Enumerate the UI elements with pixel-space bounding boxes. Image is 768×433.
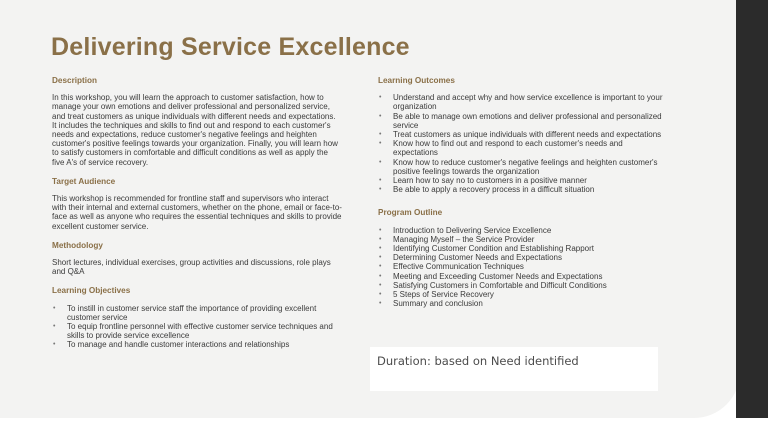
list-item: • Satisfying Customers in Comfortable and Difficult Conditions [378, 281, 668, 290]
list-item: • Be able to apply a recovery process in a difficult situation [378, 185, 668, 194]
left-column [52, 76, 342, 359]
target-audience-heading: Target Audience [52, 176, 116, 186]
list-item: • Be able to manage own emotions and deliver professional and personalized service [378, 112, 668, 130]
list-item: • 5 Steps of Service Recovery [378, 290, 668, 299]
duration-box [370, 347, 658, 391]
program-outline-heading: Program Outline [378, 208, 443, 218]
duration-text: Duration: based on Need identified [377, 354, 579, 368]
learning-outcomes-list [378, 93, 668, 194]
learning-objectives-list [52, 304, 342, 350]
learning-objectives-heading: Learning Objectives [52, 286, 131, 296]
list-item: • Summary and conclusion [378, 299, 668, 308]
list-item: • Learn how to say no to customers in a positive manner [378, 176, 668, 185]
list-item: • To equip frontline personnel with effective customer service techniques and skills to provide service excellence [52, 322, 342, 340]
program-outline-list [378, 226, 668, 309]
list-item: • Identifying Customer Condition and Establishing Rapport [378, 244, 668, 253]
list-item: • Effective Communication Techniques [378, 262, 668, 271]
description-heading: Description [52, 76, 98, 85]
description-text: In this workshop, you will learn the approach to customer satisfaction, how to manage your own emotions and deliver professional and personalized service, and treat customers as unique individuals with different needs and expectations. It includes the techniques and skills to find out and respond to each customer's needs and expectations, reduce customer's negative feelings and heighten customer's positive feelings towards your organization. Finally, you will learn how to satisfy customers in comfortable and difficult conditions as well as apply the five A's of service recovery. [52, 93, 338, 167]
list-item: • Introduction to Delivering Service Excellence [378, 226, 668, 235]
list-item: • Managing Myself – the Service Provider [378, 235, 668, 244]
dark-side-panel [736, 0, 768, 433]
list-item: • Treat customers as unique individuals with different needs and expectations [378, 130, 668, 139]
list-item: • To instill in customer service staff the importance of providing excellent customer service [52, 304, 342, 322]
list-item: • Know how to find out and respond to each customer's needs and expectations [378, 139, 668, 157]
target-audience-text: This workshop is recommended for frontline staff and supervisors who interact with their internal and external customers, whether on the phone, email or face-to-face as well as anyone who requires the essential techniques and skills to provide excellent customer service. [52, 194, 342, 231]
right-column [378, 76, 668, 317]
methodology-heading: Methodology [52, 240, 103, 250]
bottom-edge [0, 418, 768, 433]
list-item: • Meeting and Exceeding Customer Needs and Expectations [378, 272, 668, 281]
page-title: Delivering Service Excellence [51, 33, 410, 61]
list-item: • Know how to reduce customer's negative feelings and heighten customer's positive feelings towards the organization [378, 158, 668, 176]
list-item: • Understand and accept why and how service excellence is important to your organization [378, 93, 668, 111]
methodology-text: Short lectures, individual exercises, group activities and discussions, role plays and Q&A [52, 258, 331, 277]
list-item: • To manage and handle customer interactions and relationships [52, 340, 342, 349]
learning-outcomes-heading: Learning Outcomes [378, 76, 455, 85]
list-item: • Determining Customer Needs and Expectations [378, 253, 668, 262]
